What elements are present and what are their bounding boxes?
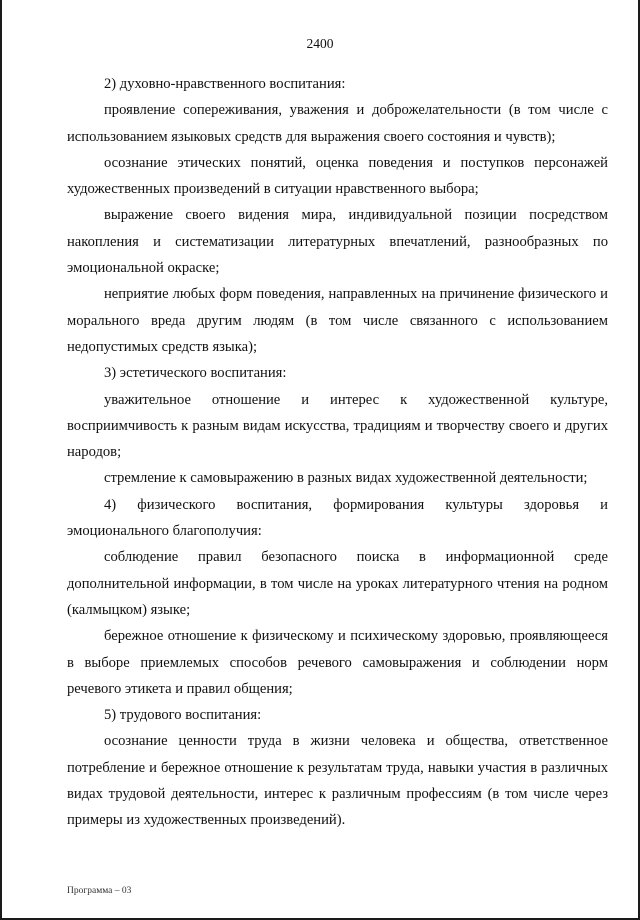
page-number: 2400 (306, 36, 334, 51)
paragraph-worldview: выражение своего видения мира, индивидуальной позиции посредством накопления и систематизации литературных впечатлений, разнообразных по эмоциональной окраске; (67, 207, 608, 277)
paragraph-self-expression: стремление к самовыражению в разных видах художественной деятельности; (104, 470, 588, 487)
paragraph-safe-search: соблюдение правил безопасного поиска в информационной среде дополнительной информации, в том числе на уроках литературного чтения на родном (калмыцком) языке; (67, 549, 608, 618)
section-heading-aesthetic: 3) эстетического воспитания: (104, 365, 287, 382)
paragraph-health: бережное отношение к физическому и психическому здоровью, проявляющееся в выборе приемлемых способов речевого самовыражения и соблюдении норм речевого этикета и правил общения; (67, 628, 608, 697)
footer-program-label: Программа – 03 (67, 886, 132, 896)
paragraph-rejection-harm: неприятие любых форм поведения, направленных на причинение физического и морального вреда другим людям (в том числе связанного с использованием недопустимых средств языка); (67, 286, 608, 355)
document-body (67, 71, 608, 834)
paragraph-empathy: проявление сопереживания, уважения и доброжелательности (в том числе с использованием языковых средств для выражения своего состояния и чувств); (67, 102, 608, 145)
paragraph-labor-value: осознание ценности труда в жизни человека и общества, ответственное потребление и бережное отношение к результатам труда, навыки участия в различных видах трудовой деятельности, интерес к различным профессиям (в том числе через примеры из художественных произведений). (67, 733, 608, 829)
section-heading-physical: 4) физического воспитания, формирования культуры здоровья и эмоционального благополучия: (67, 496, 608, 540)
section-heading-spiritual: 2) духовно-нравственного воспитания: (104, 76, 346, 92)
paragraph-ethics: осознание этических понятий, оценка поведения и поступков персонажей художественных произведений в ситуации нравственного выбора; (67, 154, 608, 198)
section-heading-labor: 5) трудового воспитания: (104, 707, 262, 724)
scan-border-left (0, 0, 2, 920)
paragraph-respect-culture: уважительное отношение и интерес к художественной культуре, восприимчивость к разным видам искусства, традициям и творчеству своего и других народов; (67, 391, 608, 461)
